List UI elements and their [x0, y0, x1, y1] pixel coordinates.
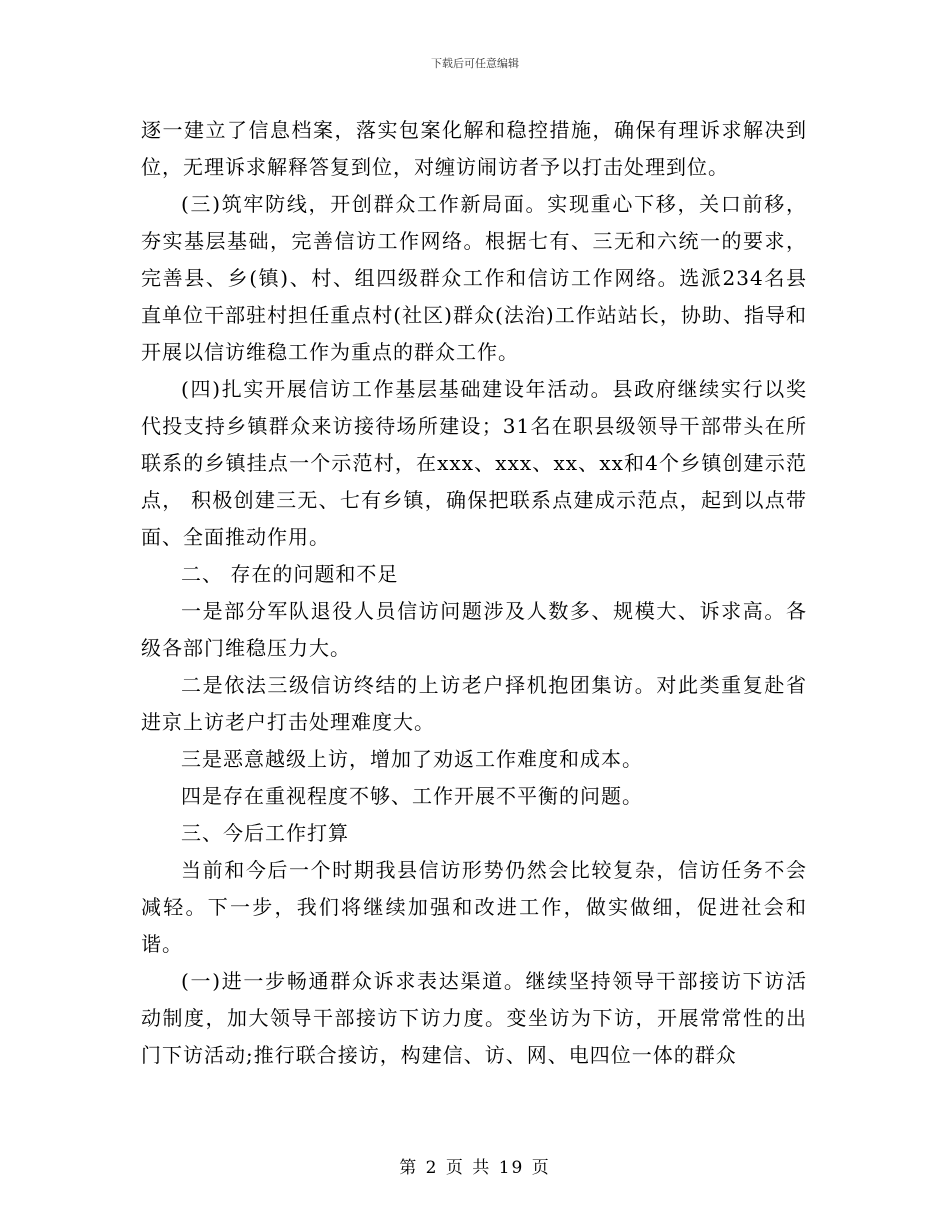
page-header: 下载后可任意编辑 — [431, 57, 519, 70]
problem-3: 三是恶意越级上访，增加了劝返工作难度和成本。 — [181, 747, 643, 771]
document-body — [141, 112, 807, 1074]
paragraph-3: (四)扎实开展信访工作基层基础建设年活动。县政府继续实行以奖代投支持乡镇群众来访接待场所建设；31名在职县级领导干部带头在所联系的乡镇挂点一个示范村，在xxx、xxx、xx、xx和4个乡镇创建示范点， 积极创建三无、七有乡镇，确保把联系点建成示范点，起到以点带面、全面推动作用。 — [141, 377, 807, 549]
paragraph-plans-intro: 当前和今后一个时期我县信访形势仍然会比较复杂，信访任务不会减轻。下一步，我们将继续加强和改进工作，做实做细，促进社会和谐。 — [141, 858, 807, 956]
paragraph-2: (三)筑牢防线，开创群众工作新局面。实现重心下移，关口前移，夯实基层基础，完善信访工作网络。根据七有、三无和六统一的要求，完善县、乡(镇)、村、组四级群众工作和信访工作网络。选派234名县直单位干部驻村担任重点村(社区)群众(法治)工作站站长，协助、指导和开展以信访维稳工作为重点的群众工作。 — [141, 192, 807, 364]
problem-4: 四是存在重视程度不够、工作开展不平衡的问题。 — [181, 784, 643, 808]
page-number: 第 2 页 共 19 页 — [399, 1158, 551, 1178]
problem-1: 一是部分军队退役人员信访问题涉及人数多、规模大、诉求高。各级各部门维稳压力大。 — [141, 599, 807, 660]
section-heading-problems: 二、 存在的问题和不足 — [181, 562, 399, 586]
paragraph-1: 逐一建立了信息档案，落实包案化解和稳控措施，确保有理诉求解决到位，无理诉求解释答复到位，对缠访闹访者予以打击处理到位。 — [141, 118, 807, 179]
page-footer — [0, 1153, 950, 1178]
problem-2: 二是依法三级信访终结的上访老户择机抱团集访。对此类重复赴省进京上访老户打击处理难度大。 — [141, 673, 807, 734]
paragraph-plan-1: (一)进一步畅通群众诉求表达渠道。继续坚持领导干部接访下访活动制度，加大领导干部接访下访力度。变坐访为下访，开展常常性的出门下访活动;推行联合接访，构建信、访、网、电四位一体的群众 — [141, 969, 807, 1067]
section-heading-plans: 三、今后工作打算 — [181, 821, 349, 845]
